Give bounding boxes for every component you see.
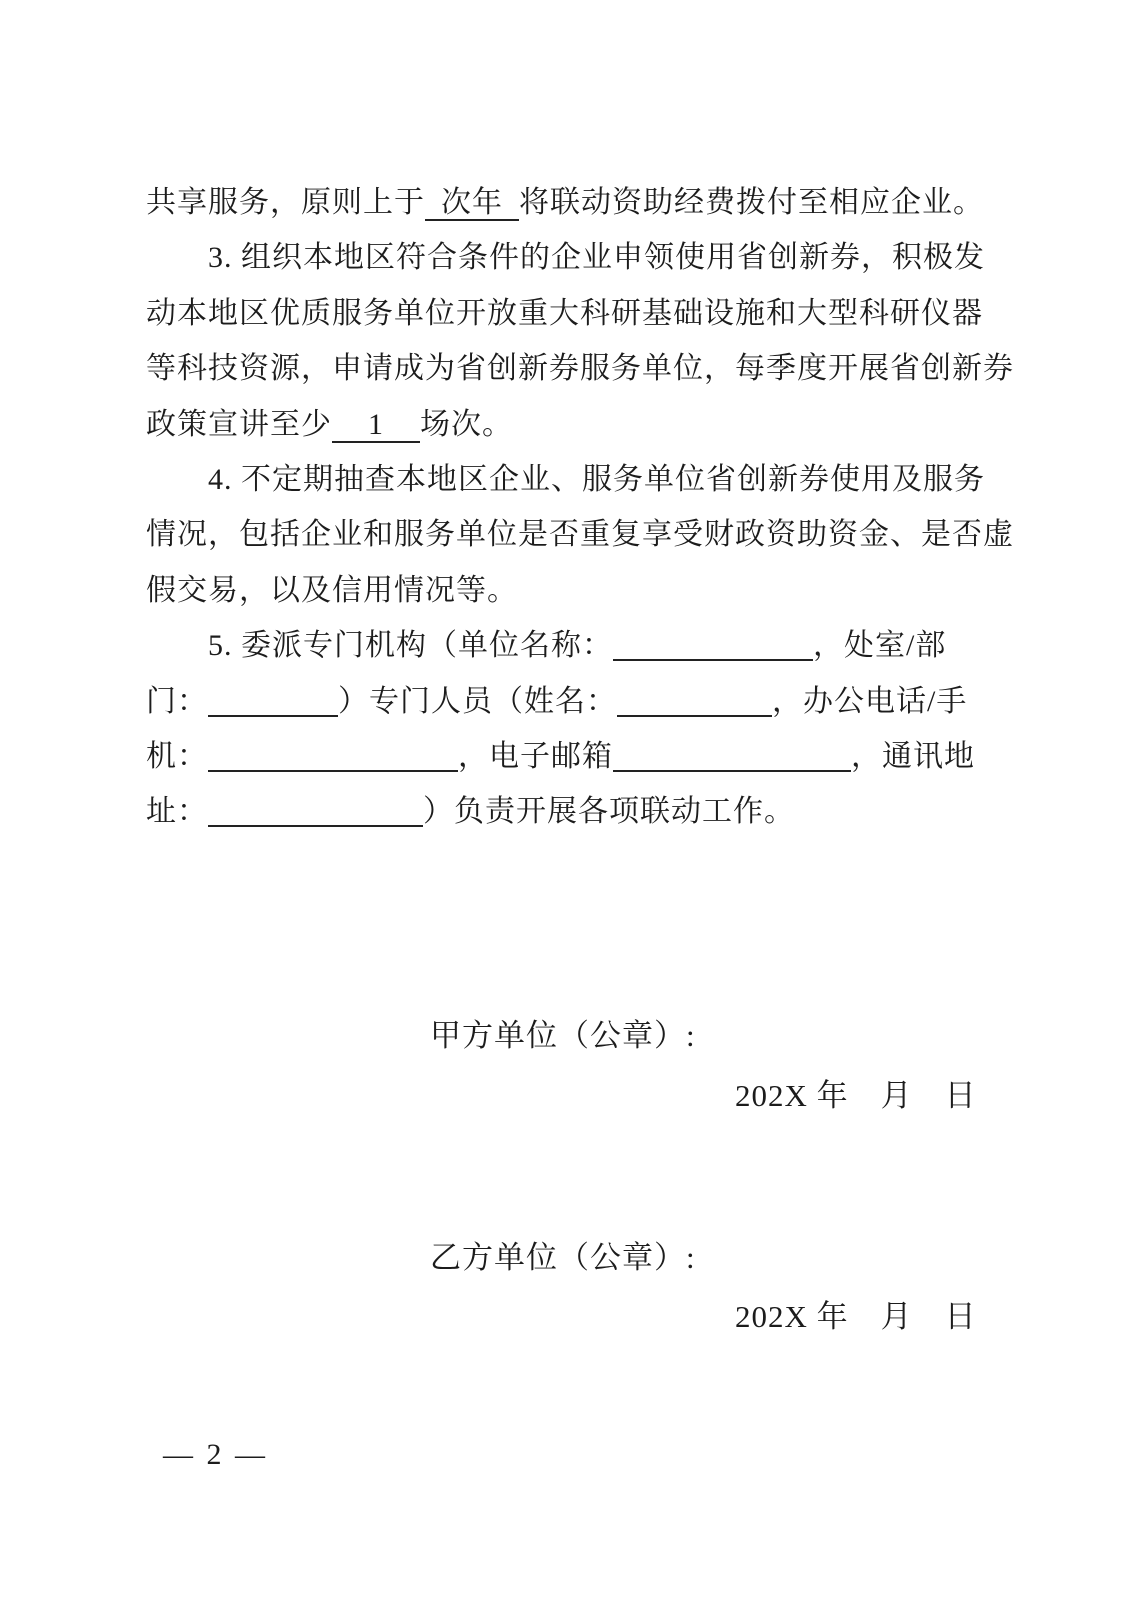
fill-in-blank-person-name — [617, 714, 772, 717]
body-line-05 — [146, 397, 994, 452]
fill-in-blank-phone — [208, 769, 458, 772]
body-line-12 — [146, 784, 994, 839]
line-text: ）专门人员（姓名： — [338, 684, 617, 718]
line-text: 门： — [146, 684, 208, 718]
body-line-09 — [146, 618, 994, 673]
body-line-10 — [146, 674, 994, 729]
signature-party-b-date: 202X 年 月 日 — [735, 1299, 977, 1334]
line-text: ，电子邮箱 — [458, 740, 613, 774]
body-line-03 — [146, 286, 994, 341]
body-line-01 — [146, 175, 994, 230]
line-text: 政策宣讲至少 — [146, 407, 332, 441]
line-text: 机： — [146, 740, 208, 774]
line-text: ，处室/部 — [813, 629, 947, 663]
document-body — [146, 175, 1014, 840]
body-line-06 — [146, 452, 994, 507]
page-number: — 2 — — [163, 1438, 268, 1471]
underlined-value-next-year: 次年 — [425, 186, 519, 221]
line-text: 场次。 — [420, 407, 513, 441]
signature-party-a-date: 202X 年 月 日 — [735, 1078, 977, 1113]
body-line-08 — [146, 563, 994, 618]
fill-in-blank-unit-name — [613, 658, 813, 661]
fill-in-blank-department — [208, 714, 338, 717]
fill-in-blank-email — [613, 769, 851, 772]
underlined-value-count: 1 — [332, 408, 420, 443]
line-text: ）负责开展各项联动工作。 — [423, 795, 795, 829]
body-line-07 — [146, 507, 1014, 562]
line-text: 址： — [146, 795, 208, 829]
body-line-02 — [146, 230, 994, 285]
line-text: 共享服务，原则上于 — [146, 186, 425, 219]
line-text: 4. 不定期抽查本地区企业、服务单位省创新券使用及服务 — [208, 463, 985, 497]
signature-party-b-label: 乙方单位（公章）: — [430, 1240, 696, 1275]
line-text: ，办公电话/手 — [772, 684, 968, 718]
line-text: 5. 委派专门机构（单位名称： — [208, 629, 613, 663]
fill-in-blank-address — [208, 824, 423, 827]
line-text: 假交易，以及信用情况等。 — [146, 573, 518, 607]
body-line-04 — [146, 341, 1014, 396]
signature-party-a-label: 甲方单位（公章）: — [430, 1018, 696, 1053]
line-text: 3. 组织本地区符合条件的企业申领使用省创新券，积极发 — [208, 241, 985, 275]
body-line-11 — [146, 729, 994, 784]
line-text: 情况，包括企业和服务单位是否重复享受财政资助资金、是否虚 — [146, 518, 1014, 552]
line-text: 将联动资助经费拨付至相应企业。 — [519, 186, 984, 219]
line-text: ，通讯地 — [851, 740, 975, 774]
line-text: 动本地区优质服务单位开放重大科研基础设施和大型科研仪器 — [146, 296, 983, 330]
line-text: 等科技资源，申请成为省创新券服务单位，每季度开展省创新券 — [146, 352, 1014, 386]
